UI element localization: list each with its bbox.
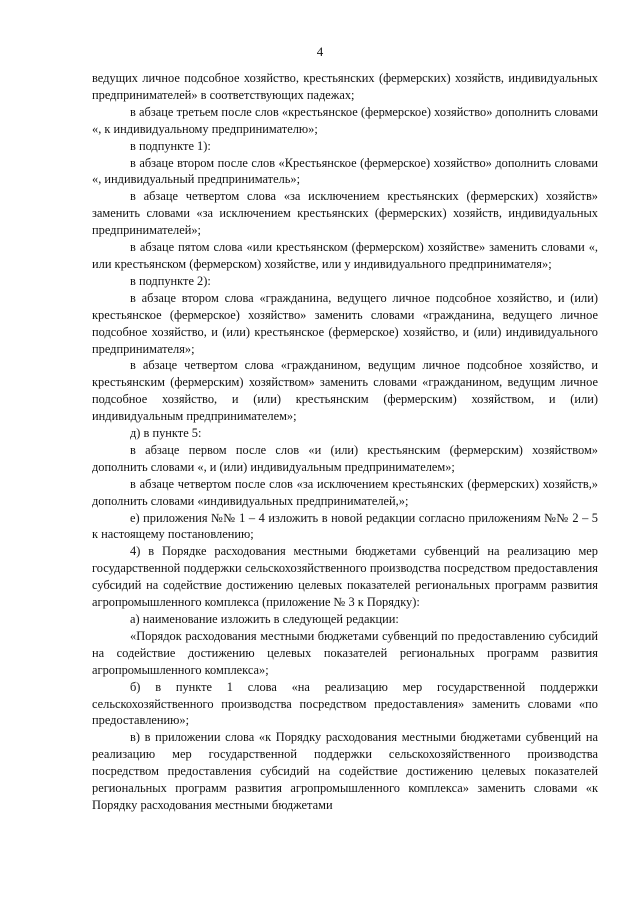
paragraph: д) в пункте 5:: [130, 426, 202, 441]
paragraph: в абзаце четвертом слова «гражданином, ведущим личное подсобное хозяйство, и крестьянским (фермерским) хозяйством» заменить словами «гражданином, ведущим личное подсобное хозяйство, и (или) крестьянским (фермерским) хозяйством, и (или) индивидуальным предпринимателем»;: [92, 358, 598, 424]
paragraph: в абзаце первом после слов «и (или) крестьянским (фермерским) хозяйством» дополнить словами «, и (или) индивидуальным предпринимателем»;: [92, 442, 598, 474]
paragraph: б) в пункте 1 слова «на реализацию мер государственной поддержки сельскохозяйственного производства посредством предоставления» заменить словами «по предоставлению»;: [92, 679, 598, 728]
document-body: [92, 70, 598, 814]
paragraph: в абзаце третьем после слов «крестьянское (фермерское) хозяйство» дополнить словами «, к индивидуальному предпринимателю»;: [92, 104, 598, 136]
page-number: 4: [316, 44, 324, 59]
paragraph: в абзаце втором слова «гражданина, ведущего личное подсобное хозяйство, и (или) крестьянское (фермерское) хозяйство» заменить словами «гражданина, ведущего личное подсобное хозяйство, и (или) крестьянское (фермерское) хозяйство, и (или) индивидуального предпринимателя»;: [92, 290, 598, 356]
paragraph: 4) в Порядке расходования местными бюджетами субвенций на реализацию мер государственной поддержки сельскохозяйственного производства посредством предоставления субсидий на содействие достижению целевых показателей региональных программ развития агропромышленного комплекса (приложение № 3 к Порядку):: [92, 544, 598, 610]
paragraph: «Порядок расходования местными бюджетами субвенций по предоставлению субсидий на содействие достижению целевых показателей региональных программ развития агропромышленного комплекса»;: [92, 628, 598, 677]
paragraph: в абзаце пятом слова «или крестьянском (фермерском) хозяйстве» заменить словами «, или крестьянском (фермерском) хозяйстве, или у индивидуального предпринимателя»;: [92, 240, 598, 271]
paragraph: в абзаце втором после слов «Крестьянское (фермерское) хозяйство» дополнить словами «, индивидуальный предприниматель»;: [92, 155, 598, 187]
paragraph: е) приложения №№ 1 – 4 изложить в новой редакции согласно приложениям №№ 2 – 5 к настоящему постановлению;: [92, 510, 598, 542]
paragraph: в подпункте 2):: [130, 273, 211, 288]
paragraph: ведущих личное подсобное хозяйство, крестьянских (фермерских) хозяйств, индивидуальных предпринимателей» в соответствующих падежах;: [92, 71, 598, 102]
paragraph: в подпункте 1):: [130, 138, 211, 153]
paragraph: а) наименование изложить в следующей редакции:: [130, 612, 399, 626]
paragraph: в абзаце четвертом слова «за исключением крестьянских (фермерских) хозяйств» заменить словами «за исключением крестьянских (фермерских) хозяйств, индивидуальных предпринимателей»;: [92, 189, 598, 238]
paragraph: в абзаце четвертом после слов «за исключением крестьянских (фермерских) хозяйств,» дополнить словами «индивидуальных предпринимателей,»;: [92, 476, 598, 508]
paragraph: в) в приложении слова «к Порядку расходования местными бюджетами субвенций на реализацию мер государственной поддержки сельскохозяйственного производства посредством предоставления субсидий на содействие достижению целевых показателей региональных программ развития агропромышленного комплекса» заменить словами «к Порядку расходования местными бюджетами: [92, 730, 598, 812]
